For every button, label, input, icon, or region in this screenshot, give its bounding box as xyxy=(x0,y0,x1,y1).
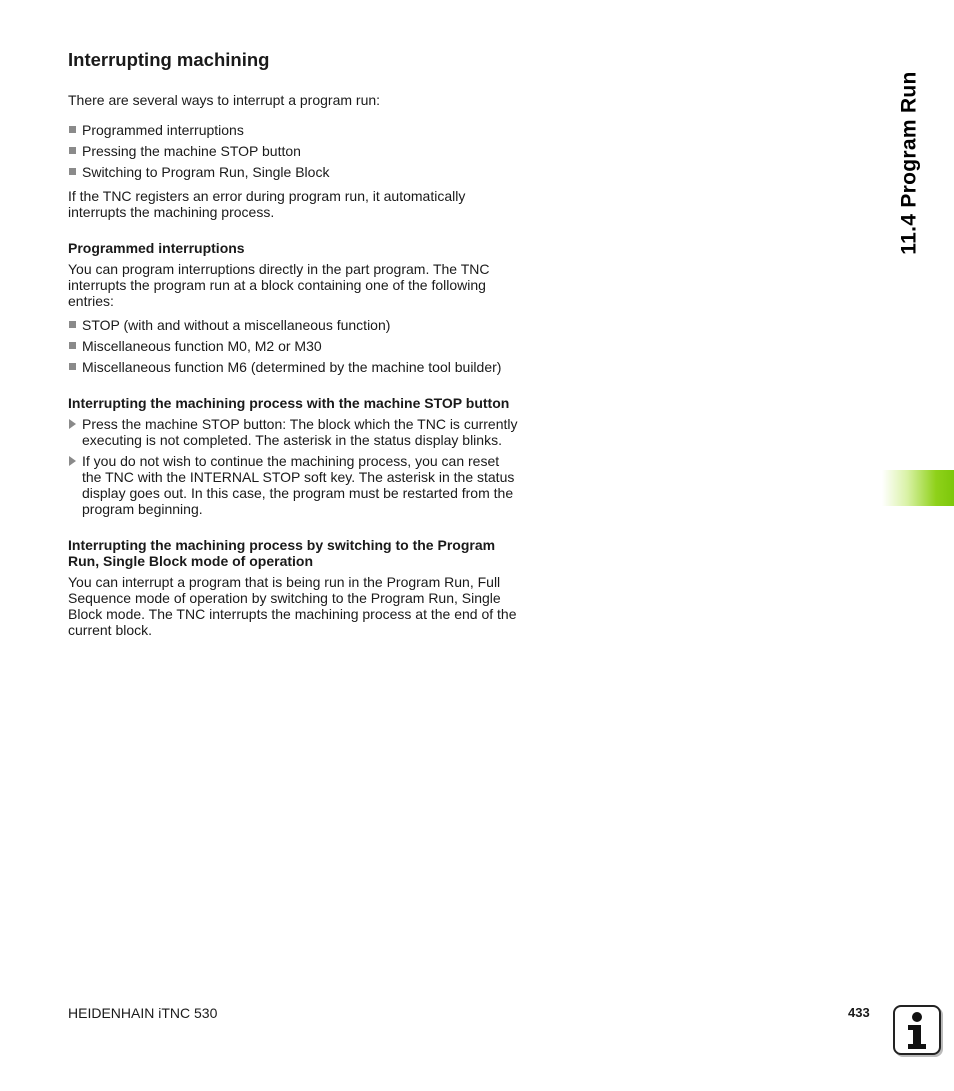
footer-product: HEIDENHAIN iTNC 530 xyxy=(68,1005,218,1021)
page-number: 433 xyxy=(848,1005,870,1020)
chapter-tab xyxy=(882,470,954,506)
square-bullet-icon xyxy=(69,147,76,154)
arrow-bullet-icon xyxy=(69,419,76,429)
section-heading: Interrupting machining xyxy=(68,49,270,70)
single-block-text: You can interrupt a program that is being run in the Program Run, Full Sequence mode of operation by switching to the Program Run, Single Block mode. The TNC interrupts the machining process at the end of the current block. xyxy=(68,574,517,638)
page-content xyxy=(68,48,518,646)
square-bullet-icon xyxy=(69,126,76,133)
list-item: Miscellaneous function M6 (determined by the machine tool builder) xyxy=(68,359,518,375)
stop-button-steps xyxy=(68,416,518,517)
list-item: If you do not wish to continue the machining process, you can reset the TNC with the INTERNAL STOP soft key. The asterisk in the status display goes out. In this case, the program must be restarted from the program beginning. xyxy=(68,453,518,517)
list-item: STOP (with and without a miscellaneous function) xyxy=(68,317,518,333)
stop-button-heading: Interrupting the machining process with the machine STOP button xyxy=(68,395,510,411)
chapter-side-title: 11.4 Program Run xyxy=(898,71,921,255)
square-bullet-icon xyxy=(69,168,76,175)
square-bullet-icon xyxy=(69,363,76,370)
ways-list xyxy=(68,122,518,180)
arrow-bullet-icon xyxy=(69,456,76,466)
single-block-heading: Interrupting the machining process by switching to the Program Run, Single Block mode of operation xyxy=(68,537,496,569)
programmed-heading: Programmed interruptions xyxy=(68,240,245,256)
info-icon xyxy=(893,1005,941,1055)
square-bullet-icon xyxy=(69,321,76,328)
programmed-text: You can program interruptions directly in the part program. The TNC interrupts the program run at a block containing one of the following entries: xyxy=(68,261,490,309)
list-item: Switching to Program Run, Single Block xyxy=(68,164,518,180)
error-text: If the TNC registers an error during program run, it automatically interrupts the machining process. xyxy=(68,188,466,220)
list-item: Programmed interruptions xyxy=(68,122,518,138)
list-item: Pressing the machine STOP button xyxy=(68,143,518,159)
programmed-list xyxy=(68,317,518,375)
info-glyph-icon xyxy=(895,1007,939,1053)
list-item: Miscellaneous function M0, M2 or M30 xyxy=(68,338,518,354)
intro-text: There are several ways to interrupt a program run: xyxy=(68,92,381,108)
square-bullet-icon xyxy=(69,342,76,349)
list-item: Press the machine STOP button: The block which the TNC is currently executing is not completed. The asterisk in the status display blinks. xyxy=(68,416,518,448)
